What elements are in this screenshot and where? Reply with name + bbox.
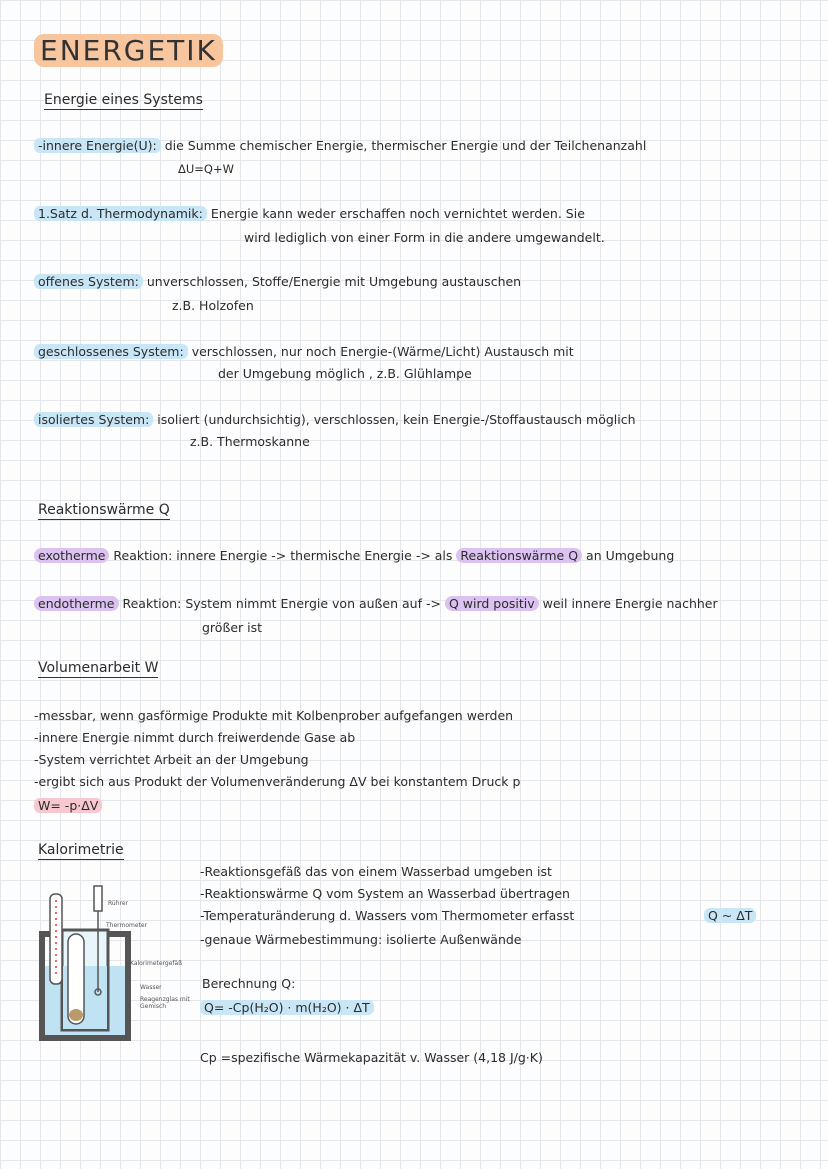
endothermic-text-2: weil innere Energie nachher — [542, 596, 718, 611]
isolated-system-text: isoliert (undurchsichtig), verschlossen, kein Energie-/Stoffaustausch möglich — [157, 412, 636, 427]
thermodynamics-law-text-2: wird lediglich von einer Form in die andere umgewandelt. — [244, 230, 605, 245]
volume-work-line-1: -messbar, wenn gasförmige Produkte mit Kolbenprober aufgefangen werden — [34, 708, 514, 723]
thermodynamics-law-term: 1.Satz d. Thermodynamik: — [34, 206, 207, 221]
page-title: ENERGETIK — [34, 34, 223, 67]
open-system-example: z.B. Holzofen — [172, 298, 254, 313]
exothermic-term: exotherme — [34, 548, 109, 563]
section-heading-energy-system: Energie eines Systems — [44, 92, 203, 108]
endothermic-term: endotherme — [34, 596, 119, 611]
calorimetry-line-2: -Reaktionswärme Q vom System an Wasserbad übertragen — [200, 886, 570, 901]
proportional-relation: Q ~ ΔT — [704, 908, 756, 923]
diagram-label-stirrer: Rührer — [108, 900, 128, 907]
open-system-text: unverschlossen, Stoffe/Energie mit Umgebung austauschen — [146, 274, 522, 289]
closed-system-text-2: der Umgebung möglich , z.B. Glühlampe — [218, 366, 472, 381]
calorimetry-line-4: -genaue Wärmebestimmung: isolierte Außenwände — [200, 932, 522, 947]
thermodynamics-law-text-1: Energie kann weder erschaffen noch vernichtet werden. Sie — [210, 206, 585, 221]
volume-work-line-2: -innere Energie nimmt durch freiwerdende Gase ab — [34, 730, 356, 745]
endothermic-highlight: Q wird positiv — [445, 596, 539, 611]
section-heading-reaction-heat: Reaktionswärme Q — [38, 502, 170, 518]
exothermic-text-1: Reaktion: innere Energie -> thermische Energie -> als — [113, 548, 453, 563]
open-system-line — [34, 274, 521, 289]
diagram-label-vessel: Kalorimetergefäß — [130, 960, 182, 967]
inner-energy-formula: ΔU=Q+W — [178, 162, 234, 176]
endothermic-text-3: größer ist — [202, 620, 263, 635]
volume-work-formula: W= -p·ΔV — [34, 798, 102, 813]
closed-system-line — [34, 344, 574, 359]
isolated-system-line — [34, 412, 636, 427]
specific-heat-definition: Cp =spezifische Wärmekapazität v. Wasser (4,18 J/g·K) — [200, 1050, 543, 1065]
calculation-formula: Q= -Cp(H₂O) · m(H₂O) · ΔT — [200, 1000, 374, 1015]
endothermic-line — [34, 596, 718, 611]
endothermic-text-1: Reaktion: System nimmt Energie von außen auf -> — [122, 596, 441, 611]
exothermic-line — [34, 548, 674, 563]
thermodynamics-law-line — [34, 206, 585, 221]
inner-energy-line — [34, 138, 646, 153]
diagram-label-thermometer: Thermometer — [106, 922, 148, 929]
closed-system-text-1: verschlossen, nur noch Energie-(Wärme/Licht) Austausch mit — [191, 344, 574, 359]
diagram-label-reaction: Reagenzglas mit Gemisch — [140, 996, 190, 1010]
inner-energy-term: -innere Energie(U): — [34, 138, 161, 153]
section-heading-calorimetry: Kalorimetrie — [38, 842, 124, 858]
volume-work-line-3: -System verrichtet Arbeit an der Umgebung — [34, 752, 309, 767]
calculation-label: Berechnung Q: — [202, 976, 296, 991]
closed-system-term: geschlossenes System: — [34, 344, 188, 359]
volume-work-line-4: -ergibt sich aus Produkt der Volumenveränderung ΔV bei konstantem Druck p — [34, 774, 521, 789]
open-system-term: offenes System: — [34, 274, 143, 289]
section-heading-volume-work: Volumenarbeit W — [38, 660, 159, 676]
reaction-mixture — [69, 1009, 83, 1021]
exothermic-text-2: an Umgebung — [586, 548, 675, 563]
stirrer-top — [94, 886, 102, 911]
inner-energy-text: die Summe chemischer Energie, thermischer Energie und der Teilchenanzahl — [164, 138, 647, 153]
calorimetry-line-3: -Temperaturänderung d. Wassers vom Thermometer erfasst — [200, 908, 575, 923]
diagram-label-water: Wasser — [140, 984, 162, 991]
calorimetry-line-1: -Reaktionsgefäß das von einem Wasserbad umgeben ist — [200, 864, 552, 879]
isolated-system-term: isoliertes System: — [34, 412, 153, 427]
isolated-system-example: z.B. Thermoskanne — [190, 434, 310, 449]
exothermic-highlight: Reaktionswärme Q — [456, 548, 582, 563]
